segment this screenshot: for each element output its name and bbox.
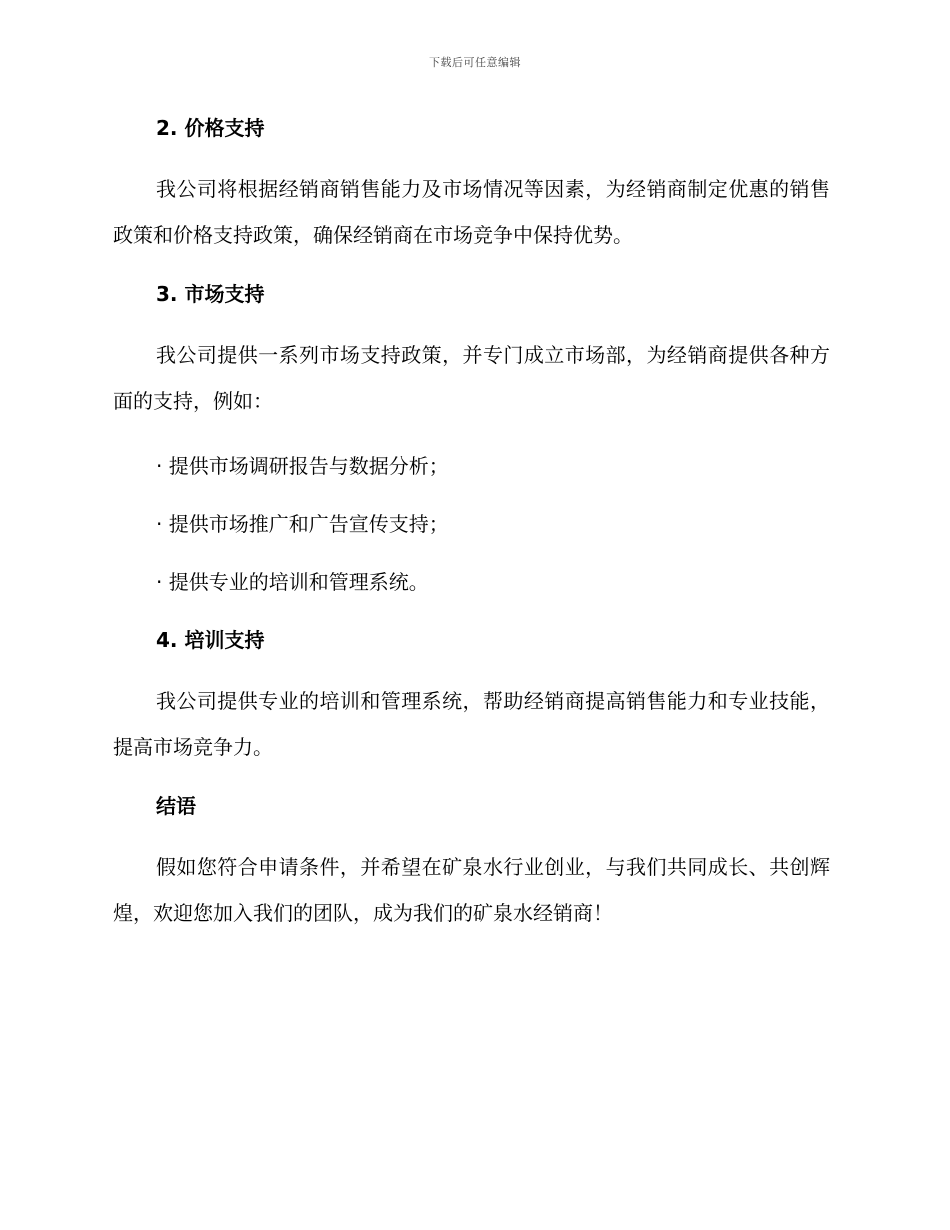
bullet-item-training-system: · 提供专业的培训和管理系统。	[156, 570, 429, 594]
bullet-item-promotion: · 提供市场推广和广告宣传支持；	[156, 512, 449, 536]
page-header-note: 下载后可任意编辑	[429, 56, 521, 69]
document-body	[113, 112, 830, 936]
section-heading-market-support: 3. 市场支持	[156, 282, 265, 306]
section-body-market-support: 我公司提供一系列市场支持政策，并专门成立市场部，为经销商提供各种方面的支持，例如：	[113, 343, 830, 413]
section-body-conclusion: 假如您符合申请条件，并希望在矿泉水行业创业，与我们共同成长、共创辉煌，欢迎您加入我们的团队，成为我们的矿泉水经销商！	[113, 855, 830, 925]
section-body-price-support: 我公司将根据经销商销售能力及市场情况等因素，为经销商制定优惠的销售政策和价格支持政策，确保经销商在市场竞争中保持优势。	[113, 177, 830, 247]
section-heading-conclusion: 结语	[156, 794, 196, 818]
section-heading-training-support: 4. 培训支持	[156, 628, 265, 652]
section-heading-price-support: 2. 价格支持	[156, 116, 265, 140]
bullet-item-research: · 提供市场调研报告与数据分析；	[156, 454, 449, 478]
section-body-training-support: 我公司提供专业的培训和管理系统，帮助经销商提高销售能力和专业技能，提高市场竞争力。	[113, 689, 830, 759]
